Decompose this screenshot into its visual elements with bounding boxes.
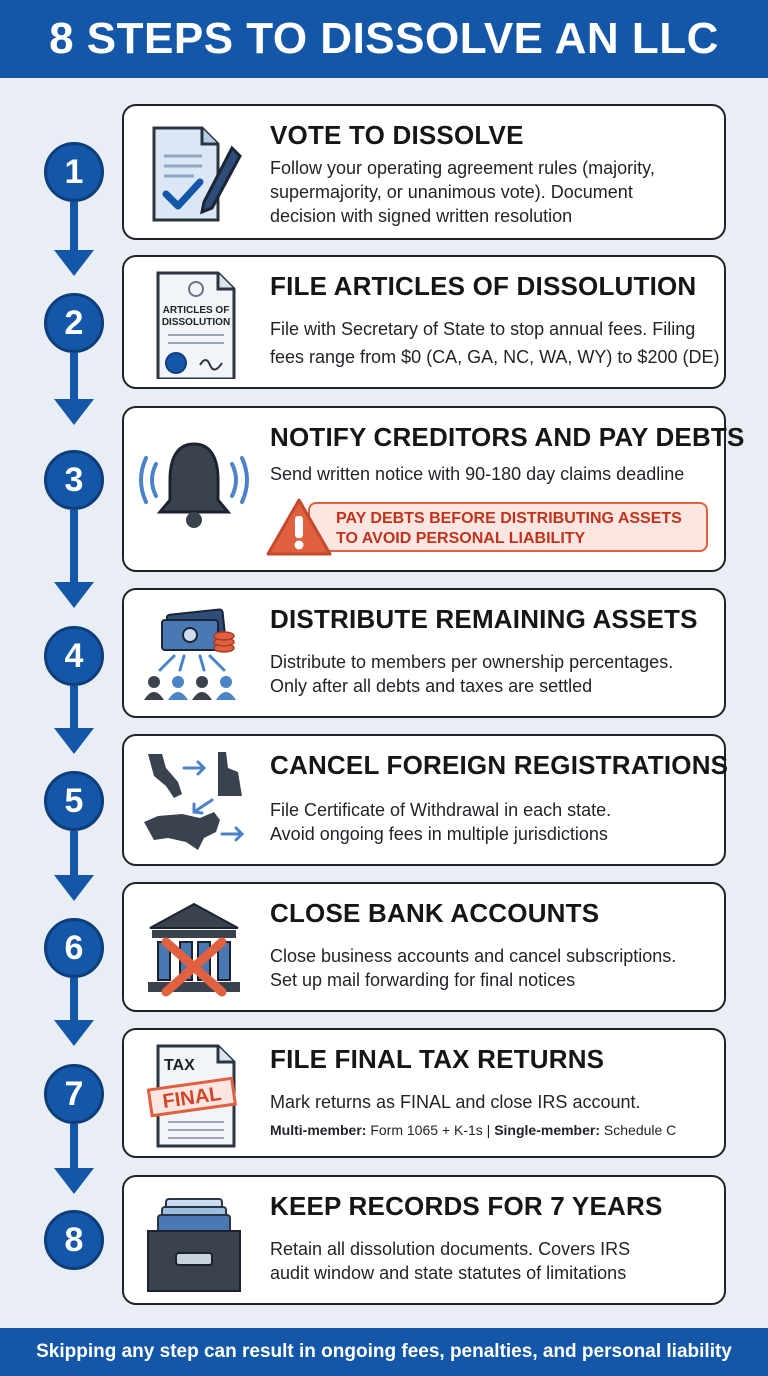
icon-text: ARTICLES OF [162, 305, 230, 316]
arrow-down-icon [54, 728, 94, 754]
warning-box [308, 502, 708, 552]
forms-label: Multi-member: [270, 1122, 367, 1138]
desc-line: decision with signed written resolution [270, 206, 573, 226]
warning-callout [264, 496, 712, 556]
step-number-7: 7 [44, 1064, 104, 1124]
desc-line: Avoid ongoing fees in multiple jurisdictions [270, 824, 608, 844]
step-title: CANCEL FOREIGN REGISTRATIONS [270, 750, 729, 780]
step-card-3 [122, 406, 745, 572]
icon-text: DISSOLUTION [161, 317, 231, 328]
desc-line: Follow your operating agreement rules (majority, [270, 158, 655, 178]
step-description [270, 156, 720, 228]
step-title: DISTRIBUTE REMAINING ASSETS [270, 604, 698, 634]
desc-line: audit window and state statutes of limitations [270, 1263, 627, 1283]
tax-final-form-icon [138, 1040, 250, 1152]
desc-line: File with Secretary of State to stop annual fees. Filing [270, 319, 696, 339]
step-description [270, 798, 720, 846]
warning-text: TO AVOID PERSONAL LIABILITY [336, 530, 586, 547]
step-description [270, 1090, 720, 1142]
arrow-shaft [70, 686, 78, 730]
step-description [270, 650, 720, 698]
step-title: NOTIFY CREDITORS AND PAY DEBTS [270, 422, 745, 452]
step-number-6: 6 [44, 918, 104, 978]
step-description [270, 462, 720, 486]
forms-text: Form 1065 + K-1s | [366, 1122, 495, 1138]
step-card-5 [122, 734, 729, 866]
desc-line: Distribute to members per ownership percentages. [270, 652, 674, 672]
file-drawer-icon [138, 1187, 250, 1299]
arrow-shaft [70, 1124, 78, 1170]
articles-certificate-icon [138, 267, 250, 379]
step-title: KEEP RECORDS FOR 7 YEARS [270, 1191, 663, 1221]
forms-line [270, 1118, 720, 1142]
step-rail [0, 0, 120, 1376]
desc-line: Close business accounts and cancel subscriptions. [270, 946, 677, 966]
step-card-4 [122, 588, 726, 718]
step-title: VOTE TO DISSOLVE [270, 120, 524, 150]
step-description [270, 1237, 720, 1285]
step-description [270, 317, 720, 369]
step-number-4: 4 [44, 626, 104, 686]
step-card-2 [122, 255, 726, 389]
step-number-5: 5 [44, 771, 104, 831]
step-card-6 [122, 882, 726, 1012]
page-title: 8 STEPS TO DISSOLVE AN LLC [49, 14, 719, 63]
forms-label: Single-member: [494, 1122, 601, 1138]
step-number-1: 1 [44, 142, 104, 202]
arrow-down-icon [54, 399, 94, 425]
desc-line: Set up mail forwarding for final notices [270, 970, 576, 990]
desc-line: supermajority, or unanimous vote). Document [270, 182, 633, 202]
money-distribution-icon [138, 600, 250, 712]
arrow-shaft [70, 978, 78, 1022]
step-number-8: 8 [44, 1210, 104, 1270]
desc-line: Retain all dissolution documents. Covers IRS [270, 1239, 631, 1259]
arrow-down-icon [54, 1168, 94, 1194]
icon-text: FINAL [161, 1083, 223, 1113]
step-title: CLOSE BANK ACCOUNTS [270, 898, 600, 928]
step-card-1 [122, 104, 726, 240]
arrow-down-icon [54, 875, 94, 901]
step-title: FILE FINAL TAX RETURNS [270, 1044, 605, 1074]
step-title: FILE ARTICLES OF DISSOLUTION [270, 271, 697, 301]
icon-text: TAX [164, 1057, 195, 1074]
desc-line: Mark returns as FINAL and close IRS account. [270, 1092, 641, 1112]
desc-line: fees range from $0 (CA, GA, NC, WA, WY) to $200 (DE) [270, 347, 720, 367]
step-number-3: 3 [44, 450, 104, 510]
bank-closed-icon [138, 894, 250, 1006]
warning-text: PAY DEBTS BEFORE DISTRIBUTING ASSETS [336, 510, 682, 527]
arrow-shaft [70, 510, 78, 584]
desc-line: File Certificate of Withdrawal in each state. [270, 800, 612, 820]
arrow-shaft [70, 353, 78, 401]
footer-text: Skipping any step can result in ongoing fees, penalties, and personal liability [36, 1341, 732, 1362]
desc-line: Only after all debts and taxes are settled [270, 676, 593, 696]
arrow-down-icon [54, 250, 94, 276]
desc-line: Send written notice with 90-180 day claims deadline [270, 464, 685, 484]
arrow-shaft [70, 831, 78, 877]
forms-text: Schedule C [600, 1122, 677, 1138]
step-card-7 [122, 1028, 726, 1158]
bell-icon [138, 430, 250, 542]
arrow-down-icon [54, 1020, 94, 1046]
step-number-2: 2 [44, 293, 104, 353]
step-card-8 [122, 1175, 726, 1305]
warning-triangle-icon [264, 496, 334, 558]
page-footer [0, 1328, 768, 1376]
states-map-icon [138, 746, 250, 858]
arrow-shaft [70, 202, 78, 252]
document-pen-check-icon [138, 116, 250, 228]
step-description [270, 944, 720, 992]
arrow-down-icon [54, 582, 94, 608]
